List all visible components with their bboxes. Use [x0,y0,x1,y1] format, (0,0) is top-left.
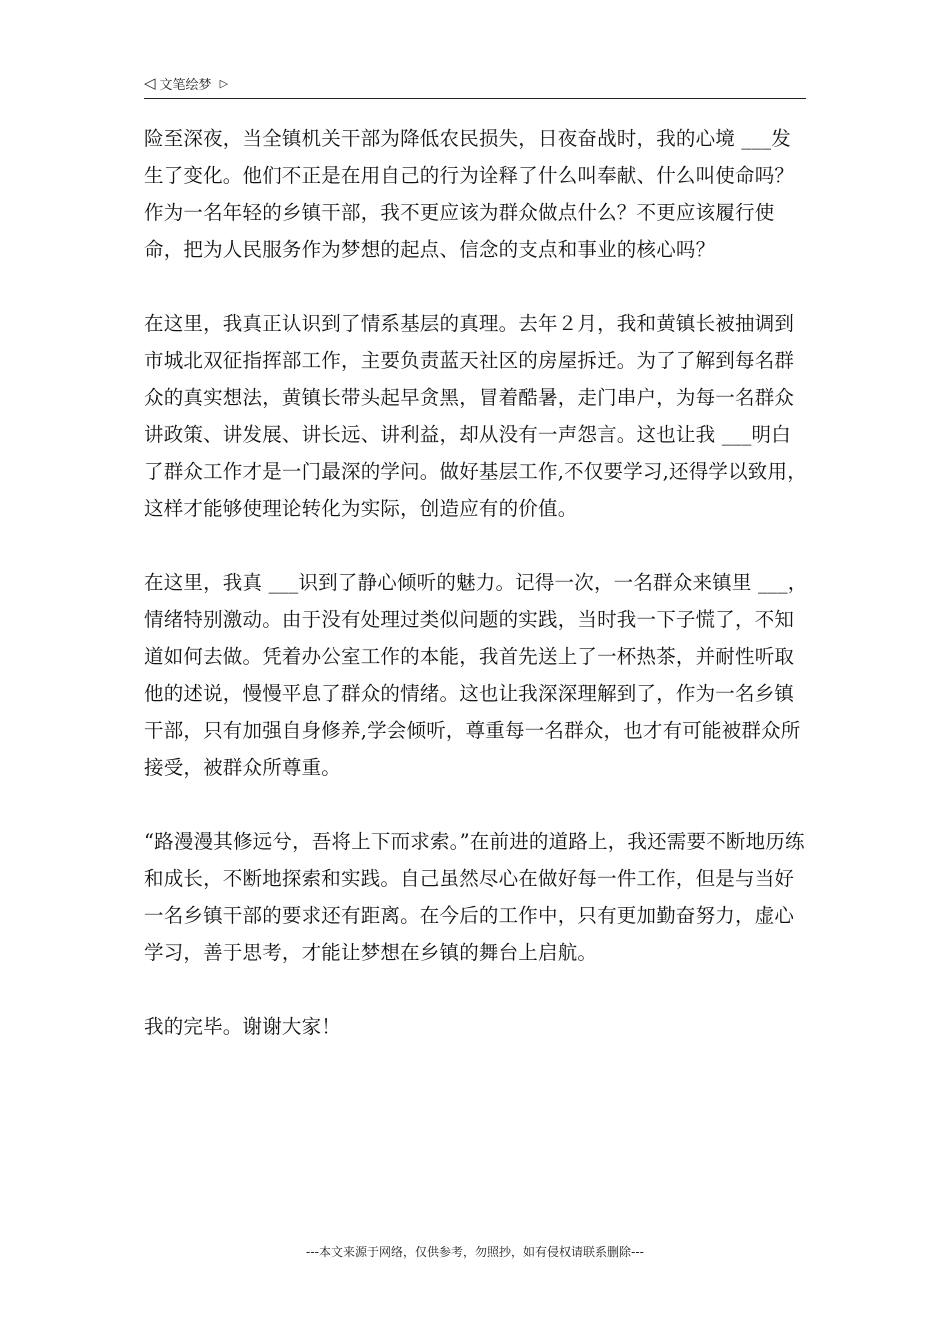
brand-name: 文笔绘梦 [159,78,212,93]
page-header [144,72,806,99]
paragraph-4: “路漫漫其修远兮，吾将上下而求索。”在前进的道路上，我还需要不断地历练和成长，不断地探索和实践。自己虽然尽心在做好每一件工作，但是与当好一名乡镇干部的要求还有距离。在今后的工作中，只有更加勤奋努力，虚心学习，善于思考，才能让梦想在乡镇的舞台上启航。 [144,830,805,964]
paragraph-1: 险至深夜，当全镇机关干部为降低农民损失，日夜奋战时，我的心境 ___发生了变化。他们不正是在用自己的行为诠释了什么叫奉献、什么叫使命吗？作为一名年轻的乡镇干部，我不更应该为群众做点什么？不更应该履行使命，把为人民服务作为梦想的起点、信念的支点和事业的核心吗？ [144,127,795,261]
paragraph-2: 在这里，我真正认识到了情系基层的真理。去年２月，我和黄镇长被抽调到市城北双征指挥部工作，主要负责蓝天社区的房屋拆迁。为了了解到每名群众的真实想法，黄镇长带头起早贪黑，冒着酷暑，走门串户，为每一名群众讲政策、讲发展、讲长远、讲利益，却从没有一声怨言。这也让我 ___明白了群众工作才是一门最深的学问。做好基层工作,不仅要学习,还得学以致用，这样才能够使理论转化为实际，创造应有的价值。 [144,312,807,520]
paragraph-3: 在这里，我真 ___识到了静心倾听的魅力。记得一次，一名群众来镇里 ___，情绪特别激动。由于没有处理过类似问题的实践，当时我一下子慌了，不知道如何去做。凭着办公室工作的本能，我首先送上了一杯热茶，并耐性听取他的述说，慢慢平息了群众的情绪。这也让我深深理解到了，作为一名乡镇干部，只有加强自身修养,学会倾听，尊重每一名群众，也才有可能被群众所接受，被群众所尊重。 [144,571,808,779]
document-body [144,120,808,1045]
page-footer: ---本文来源于网络，仅供参考，勿照抄，如有侵权请联系删除--- [306,1245,644,1259]
triangle-right-icon: ▷ [219,77,229,90]
paragraph-5: 我的完毕。谢谢大家！ [144,1015,342,1038]
header-brand [144,74,228,93]
triangle-left-icon: ◁ [144,74,156,92]
